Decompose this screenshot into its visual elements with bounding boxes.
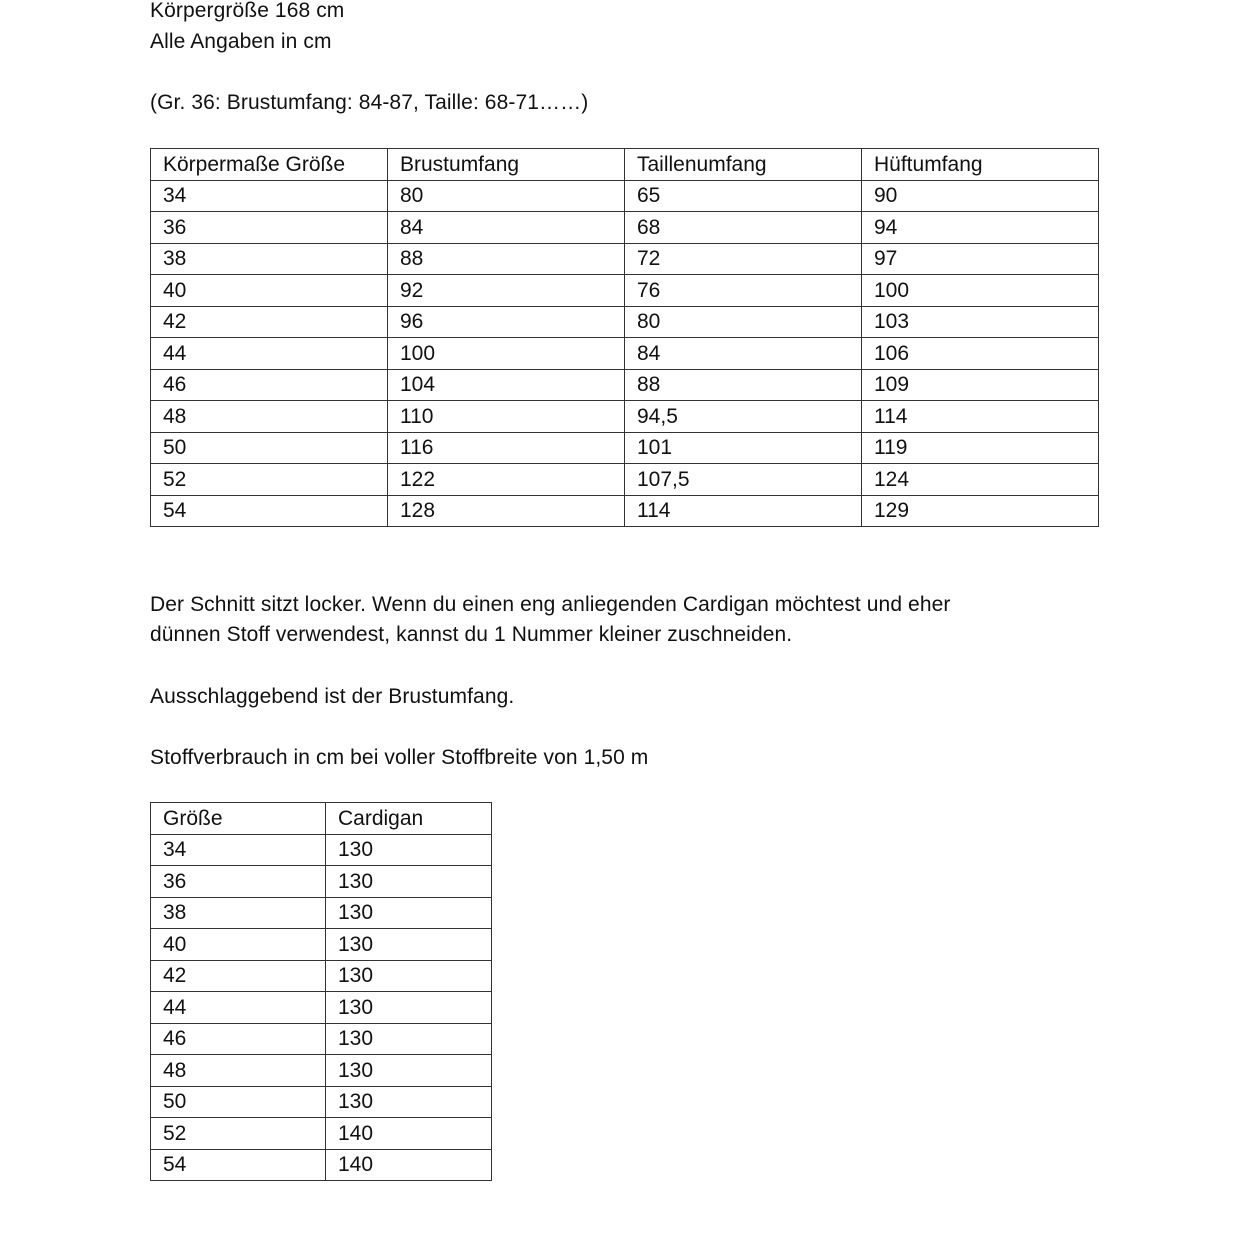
table-cell: 48: [151, 1055, 326, 1087]
table-cell: 109: [862, 369, 1099, 401]
table-cell: 94,5: [625, 401, 862, 433]
column-header: Größe: [151, 803, 326, 835]
table-cell: 114: [862, 401, 1099, 433]
table-cell: 90: [862, 180, 1099, 212]
measures-row: [151, 401, 1099, 433]
body-height-text: Körpergröße 168 cm: [150, 0, 345, 22]
column-header: Hüftumfang: [862, 149, 1099, 181]
column-header: Körpermaße Größe: [151, 149, 388, 181]
table-cell: 97: [862, 243, 1099, 275]
table-cell: 124: [862, 464, 1099, 496]
measures-row: [151, 180, 1099, 212]
table-cell: 114: [625, 495, 862, 527]
measures-row: [151, 338, 1099, 370]
table-cell: 130: [326, 866, 492, 898]
table-cell: 34: [151, 834, 326, 866]
table-cell: 44: [151, 338, 388, 370]
table-cell: 84: [388, 212, 625, 244]
table-cell: 129: [862, 495, 1099, 527]
table-cell: 84: [625, 338, 862, 370]
table-cell: 122: [388, 464, 625, 496]
table-cell: 130: [326, 1086, 492, 1118]
fabric-row: [151, 929, 492, 961]
table-cell: 42: [151, 306, 388, 338]
table-cell: 119: [862, 432, 1099, 464]
column-header: Taillenumfang: [625, 149, 862, 181]
fabric-row: [151, 866, 492, 898]
table-cell: 52: [151, 1118, 326, 1150]
table-cell: 54: [151, 1149, 326, 1181]
table-cell: 130: [326, 992, 492, 1024]
fit-note-line-2: dünnen Stoff verwendest, kannst du 1 Nummer kleiner zuschneiden.: [150, 623, 793, 646]
measures-row: [151, 495, 1099, 527]
table-cell: 50: [151, 432, 388, 464]
table-cell: 40: [151, 929, 326, 961]
table-cell: 104: [388, 369, 625, 401]
table-cell: 80: [388, 180, 625, 212]
table-cell: 68: [625, 212, 862, 244]
table-cell: 65: [625, 180, 862, 212]
table-cell: 36: [151, 212, 388, 244]
fabric-row: [151, 897, 492, 929]
fabric-row: [151, 1023, 492, 1055]
fabric-usage-table: [150, 802, 492, 1181]
table-cell: 116: [388, 432, 625, 464]
table-cell: 46: [151, 369, 388, 401]
fabric-row: [151, 960, 492, 992]
fabric-row: [151, 834, 492, 866]
table-cell: 130: [326, 929, 492, 961]
measures-row: [151, 275, 1099, 307]
table-cell: 72: [625, 243, 862, 275]
column-header: Cardigan: [326, 803, 492, 835]
table-cell: 48: [151, 401, 388, 433]
table-cell: 38: [151, 243, 388, 275]
table-cell: 100: [388, 338, 625, 370]
column-header: Brustumfang: [388, 149, 625, 181]
table-cell: 88: [625, 369, 862, 401]
table-cell: 50: [151, 1086, 326, 1118]
fabric-row: [151, 992, 492, 1024]
table-cell: 80: [625, 306, 862, 338]
table-cell: 36: [151, 866, 326, 898]
decisive-measure-text: Ausschlaggebend ist der Brustumfang.: [150, 685, 515, 708]
table-cell: 96: [388, 306, 625, 338]
table-cell: 42: [151, 960, 326, 992]
fabric-row: [151, 1118, 492, 1150]
fit-note-line-1: Der Schnitt sitzt locker. Wenn du einen eng anliegenden Cardigan möchtest und eher: [150, 593, 951, 616]
table-cell: 103: [862, 306, 1099, 338]
table-cell: 140: [326, 1118, 492, 1150]
table-cell: 92: [388, 275, 625, 307]
table-cell: 44: [151, 992, 326, 1024]
table-cell: 130: [326, 1023, 492, 1055]
table-cell: 130: [326, 834, 492, 866]
table-cell: 107,5: [625, 464, 862, 496]
table-cell: 100: [862, 275, 1099, 307]
size-example-text: (Gr. 36: Brustumfang: 84-87, Taille: 68-71……): [150, 91, 589, 114]
measures-row: [151, 306, 1099, 338]
table-cell: 130: [326, 1055, 492, 1087]
fabric-row: [151, 1055, 492, 1087]
table-cell: 94: [862, 212, 1099, 244]
table-cell: 54: [151, 495, 388, 527]
fabric-usage-text: Stoffverbrauch in cm bei voller Stoffbreite von 1,50 m: [150, 746, 649, 769]
table-cell: 46: [151, 1023, 326, 1055]
measures-row: [151, 464, 1099, 496]
fabric-row: [151, 1149, 492, 1181]
measures-row: [151, 212, 1099, 244]
measures-row: [151, 243, 1099, 275]
table-cell: 110: [388, 401, 625, 433]
table-cell: 130: [326, 960, 492, 992]
body-measurements-table: [150, 148, 1099, 527]
table-cell: 130: [326, 897, 492, 929]
table-cell: 40: [151, 275, 388, 307]
measures-row: [151, 369, 1099, 401]
fabric-row: [151, 1086, 492, 1118]
measures-row: [151, 432, 1099, 464]
table-cell: 88: [388, 243, 625, 275]
table-cell: 38: [151, 897, 326, 929]
table-cell: 52: [151, 464, 388, 496]
table-cell: 106: [862, 338, 1099, 370]
table-cell: 34: [151, 180, 388, 212]
table-cell: 101: [625, 432, 862, 464]
measures-header-row: [151, 149, 1099, 181]
table-cell: 140: [326, 1149, 492, 1181]
table-cell: 76: [625, 275, 862, 307]
fabric-header-row: [151, 803, 492, 835]
units-note-text: Alle Angaben in cm: [150, 30, 332, 53]
table-cell: 128: [388, 495, 625, 527]
